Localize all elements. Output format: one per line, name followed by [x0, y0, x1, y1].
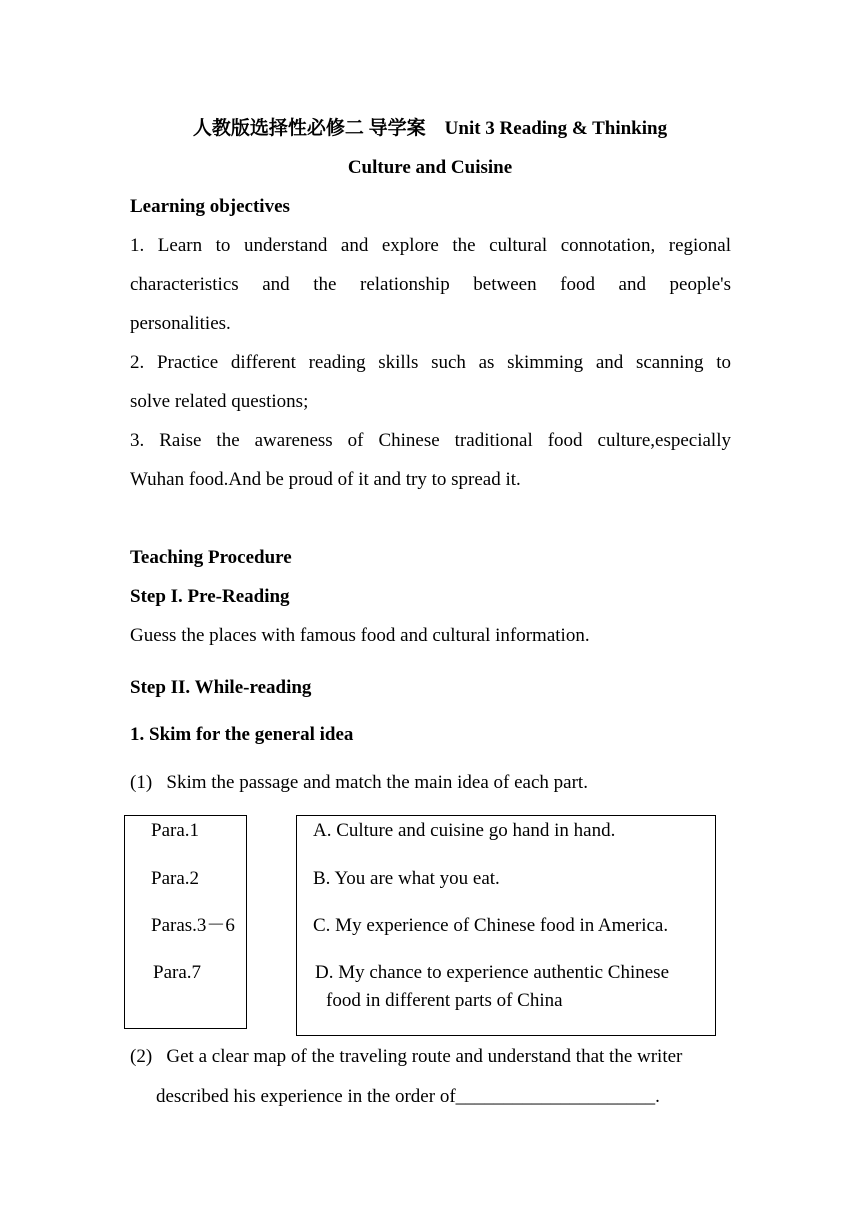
para-label-3: Paras.3－6: [151, 915, 235, 936]
para-label-4: Para.7: [153, 962, 202, 983]
main-idea-box: [296, 815, 716, 1036]
title-chinese: 人教版选择性必修二 导学案: [192, 118, 426, 139]
paragraph-box: [124, 815, 247, 1029]
objective-1-line-3: personalities.: [130, 313, 231, 334]
question-1-number: (1): [130, 772, 153, 793]
main-idea-c: C. My experience of Chinese food in America.: [313, 915, 669, 936]
question-2-number: (2): [130, 1046, 153, 1067]
step-2-heading: Step II. While-reading: [130, 677, 312, 698]
step-1-text: Guess the places with famous food and cultural information.: [130, 625, 590, 646]
objective-1-line-2: characteristics and the relationship between food and people's: [130, 274, 731, 295]
skim-heading: 1. Skim for the general idea: [130, 724, 354, 745]
question-2-line-1: [130, 1046, 682, 1068]
title-english: Unit 3 Reading & Thinking: [444, 118, 668, 139]
step-1-heading: Step I. Pre-Reading: [130, 586, 290, 607]
question-1-text: Skim the passage and match the main idea of each part.: [166, 772, 588, 793]
objective-1-line-1: 1. Learn to understand and explore the cultural connotation, regional: [130, 235, 731, 256]
question-2-line-2: described his experience in the order of_____________________.: [156, 1086, 660, 1107]
objective-2-line-2: solve related questions;: [130, 391, 309, 412]
main-idea-d-line-2: food in different parts of China: [326, 990, 563, 1011]
objectives-heading: Learning objectives: [130, 196, 290, 217]
para-label-2: Para.2: [151, 868, 200, 889]
procedure-heading: Teaching Procedure: [130, 547, 292, 568]
objective-3-line-1: 3. Raise the awareness of Chinese traditional food culture,especially: [130, 430, 731, 451]
page-subtitle: Culture and Cuisine: [347, 157, 513, 178]
main-idea-b: B. You are what you eat.: [313, 868, 500, 889]
page-title: [0, 118, 860, 140]
main-idea-d-line-1: D. My chance to experience authentic Chinese: [315, 962, 669, 983]
main-idea-a: A. Culture and cuisine go hand in hand.: [313, 820, 616, 841]
para-label-1: Para.1: [151, 820, 200, 841]
question-1: [130, 772, 588, 794]
objective-3-line-2: Wuhan food.And be proud of it and try to spread it.: [130, 469, 521, 490]
objective-2-line-1: 2. Practice different reading skills such as skimming and scanning to: [130, 352, 731, 373]
question-2-text: Get a clear map of the traveling route and understand that the writer: [166, 1046, 683, 1067]
